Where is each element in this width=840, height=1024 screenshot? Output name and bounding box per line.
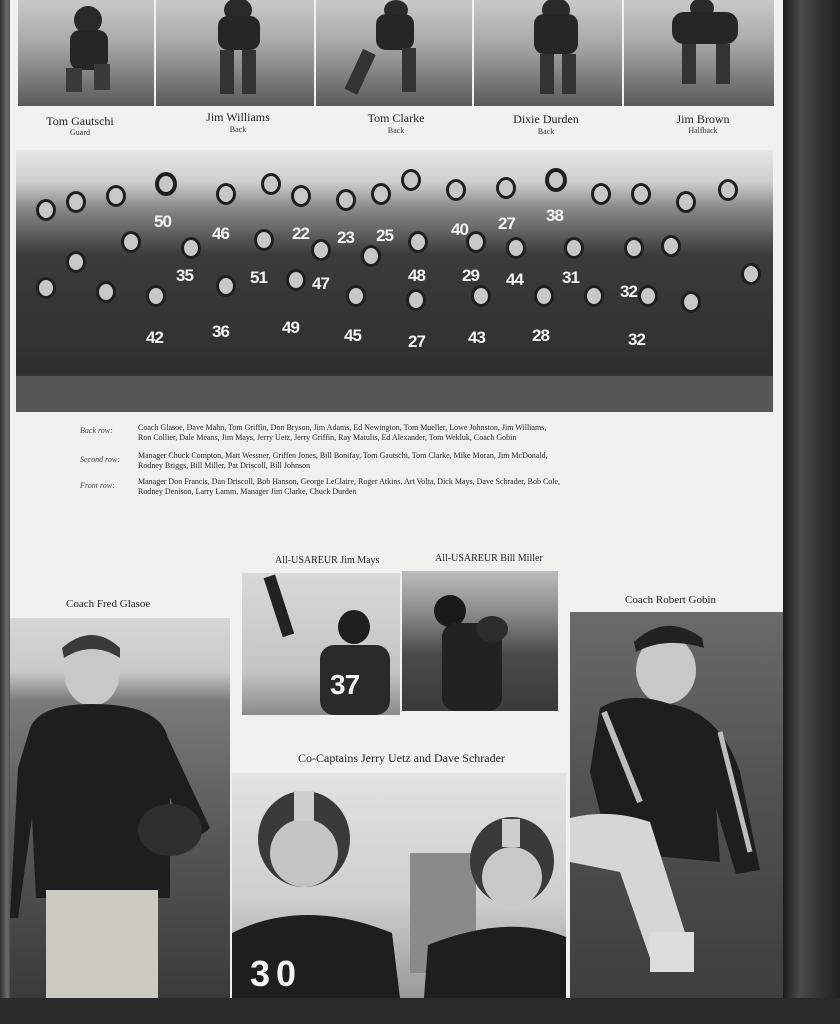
- jersey-number: 22: [292, 224, 309, 243]
- player-figure: [402, 571, 558, 711]
- roster-front-line: Manager Don Francis, Dan Driscoll, Bob Hanson, George LeClaire, Roger Atkins, Art Volta, Dick Mays, Dave Schrader, Bob Cole,: [138, 477, 561, 486]
- jersey-number: 32: [628, 330, 645, 349]
- jersey-number: 28: [532, 326, 549, 345]
- photo-coach-gobin: [570, 612, 783, 998]
- player-figure: [18, 0, 154, 106]
- player-figure: [474, 0, 622, 106]
- player-photo-gautschi: [18, 0, 154, 106]
- player-photo-williams: [156, 0, 314, 106]
- roster-second-line: Manager Chuck Compton, Matt Wessner, Griffen Jones, Bill Bonifay, Tom Gautschi, Tom Clarke, Mike Moran, Jim McDonald,: [138, 451, 548, 460]
- player-name-gautschi: Tom Gautschi: [46, 114, 114, 128]
- roster-second-label: Second row:: [80, 455, 120, 464]
- roster-back-label: Back row:: [80, 426, 113, 435]
- yearbook-page: [10, 0, 783, 998]
- player-figure: [156, 0, 314, 106]
- roster-front-label: Front row:: [80, 481, 115, 490]
- player-position-clarke: Back: [387, 126, 405, 135]
- caption-all-usareur-miller: All-USAREUR Bill Miller: [435, 553, 543, 564]
- jersey-number: 40: [451, 220, 468, 239]
- roster-back-line: Coach Glasoe, Dave Mahn, Tom Griffin, Don Bryson, Jim Adams, Ed Newington, Tom Mueller, Lowe Johnston, Jim Williams,: [138, 423, 547, 432]
- jersey-number: 27: [498, 214, 515, 233]
- jersey-number: 30: [250, 953, 303, 994]
- player-figure: [624, 0, 774, 106]
- caption-co-captains: Co-Captains Jerry Uetz and Dave Schrader: [298, 751, 505, 765]
- jersey-number: 35: [176, 266, 193, 285]
- player-photo-brown: [624, 0, 774, 106]
- jersey-number: 47: [312, 274, 329, 293]
- player-position-gautschi: Guard: [70, 128, 90, 137]
- jersey-number: 23: [337, 228, 354, 247]
- player-position-brown: Halfback: [688, 126, 718, 135]
- jersey-number: 51: [250, 268, 267, 287]
- coach-figure: [10, 618, 230, 998]
- jersey-number: 49: [282, 318, 299, 337]
- jersey-number: 29: [462, 266, 479, 285]
- roster-second-line: Rodney Briggs, Bill Miller, Pat Driscoll, Bill Johnson: [138, 461, 311, 470]
- jersey-number: 45: [344, 326, 361, 345]
- player-position-durden: Back: [537, 127, 555, 136]
- roster-back-line: Ron Collier, Dale Means, Jim Mays, Jerry Uetz, Jerry Griffin, Ray Matulis, Ed Alexander, Tom Wekluk, Coach Gobin: [138, 433, 517, 442]
- player-name-clarke: Tom Clarke: [367, 111, 425, 125]
- photo-co-captains: [232, 773, 566, 998]
- bottom-edge: [0, 998, 840, 1024]
- jersey-number: 36: [212, 322, 229, 341]
- player-photo-clarke: [316, 0, 472, 106]
- team-figures: [16, 150, 773, 412]
- jersey-number: 25: [376, 226, 393, 245]
- player-position-williams: Back: [229, 125, 247, 134]
- coach-figure: [570, 612, 783, 998]
- player-name-durden: Dixie Durden: [513, 112, 579, 126]
- jersey-number: 38: [546, 206, 563, 225]
- jersey-number: 37: [330, 669, 360, 700]
- player-figure: [316, 0, 472, 106]
- jersey-number: 27: [408, 332, 425, 351]
- jersey-number: 50: [154, 212, 171, 231]
- caption-all-usareur-mays: All-USAREUR Jim Mays: [275, 555, 380, 566]
- roster-front-line: Rodney Denison, Larry Lamm, Manager Jim Clarke, Chuck Durden: [138, 487, 357, 496]
- jersey-number: 31: [562, 268, 579, 287]
- page-edge: [783, 0, 840, 1024]
- photo-jim-mays: [242, 573, 400, 715]
- jersey-number: 43: [468, 328, 485, 347]
- photo-coach-glasoe: [10, 618, 230, 998]
- player-name-williams: Jim Williams: [206, 110, 270, 124]
- jersey-number: 44: [506, 270, 523, 289]
- photo-bill-miller: [402, 571, 558, 711]
- jersey-number: 46: [212, 224, 229, 243]
- caption-coach-glasoe: Coach Fred Glasoe: [66, 598, 151, 610]
- jersey-number: 48: [408, 266, 425, 285]
- player-figure: [242, 573, 400, 715]
- player-name-brown: Jim Brown: [676, 112, 730, 126]
- team-photo: [16, 150, 773, 412]
- jersey-number: 42: [146, 328, 163, 347]
- caption-coach-gobin: Coach Robert Gobin: [625, 594, 717, 606]
- jersey-number: 32: [620, 282, 637, 301]
- player-photo-durden: [474, 0, 622, 106]
